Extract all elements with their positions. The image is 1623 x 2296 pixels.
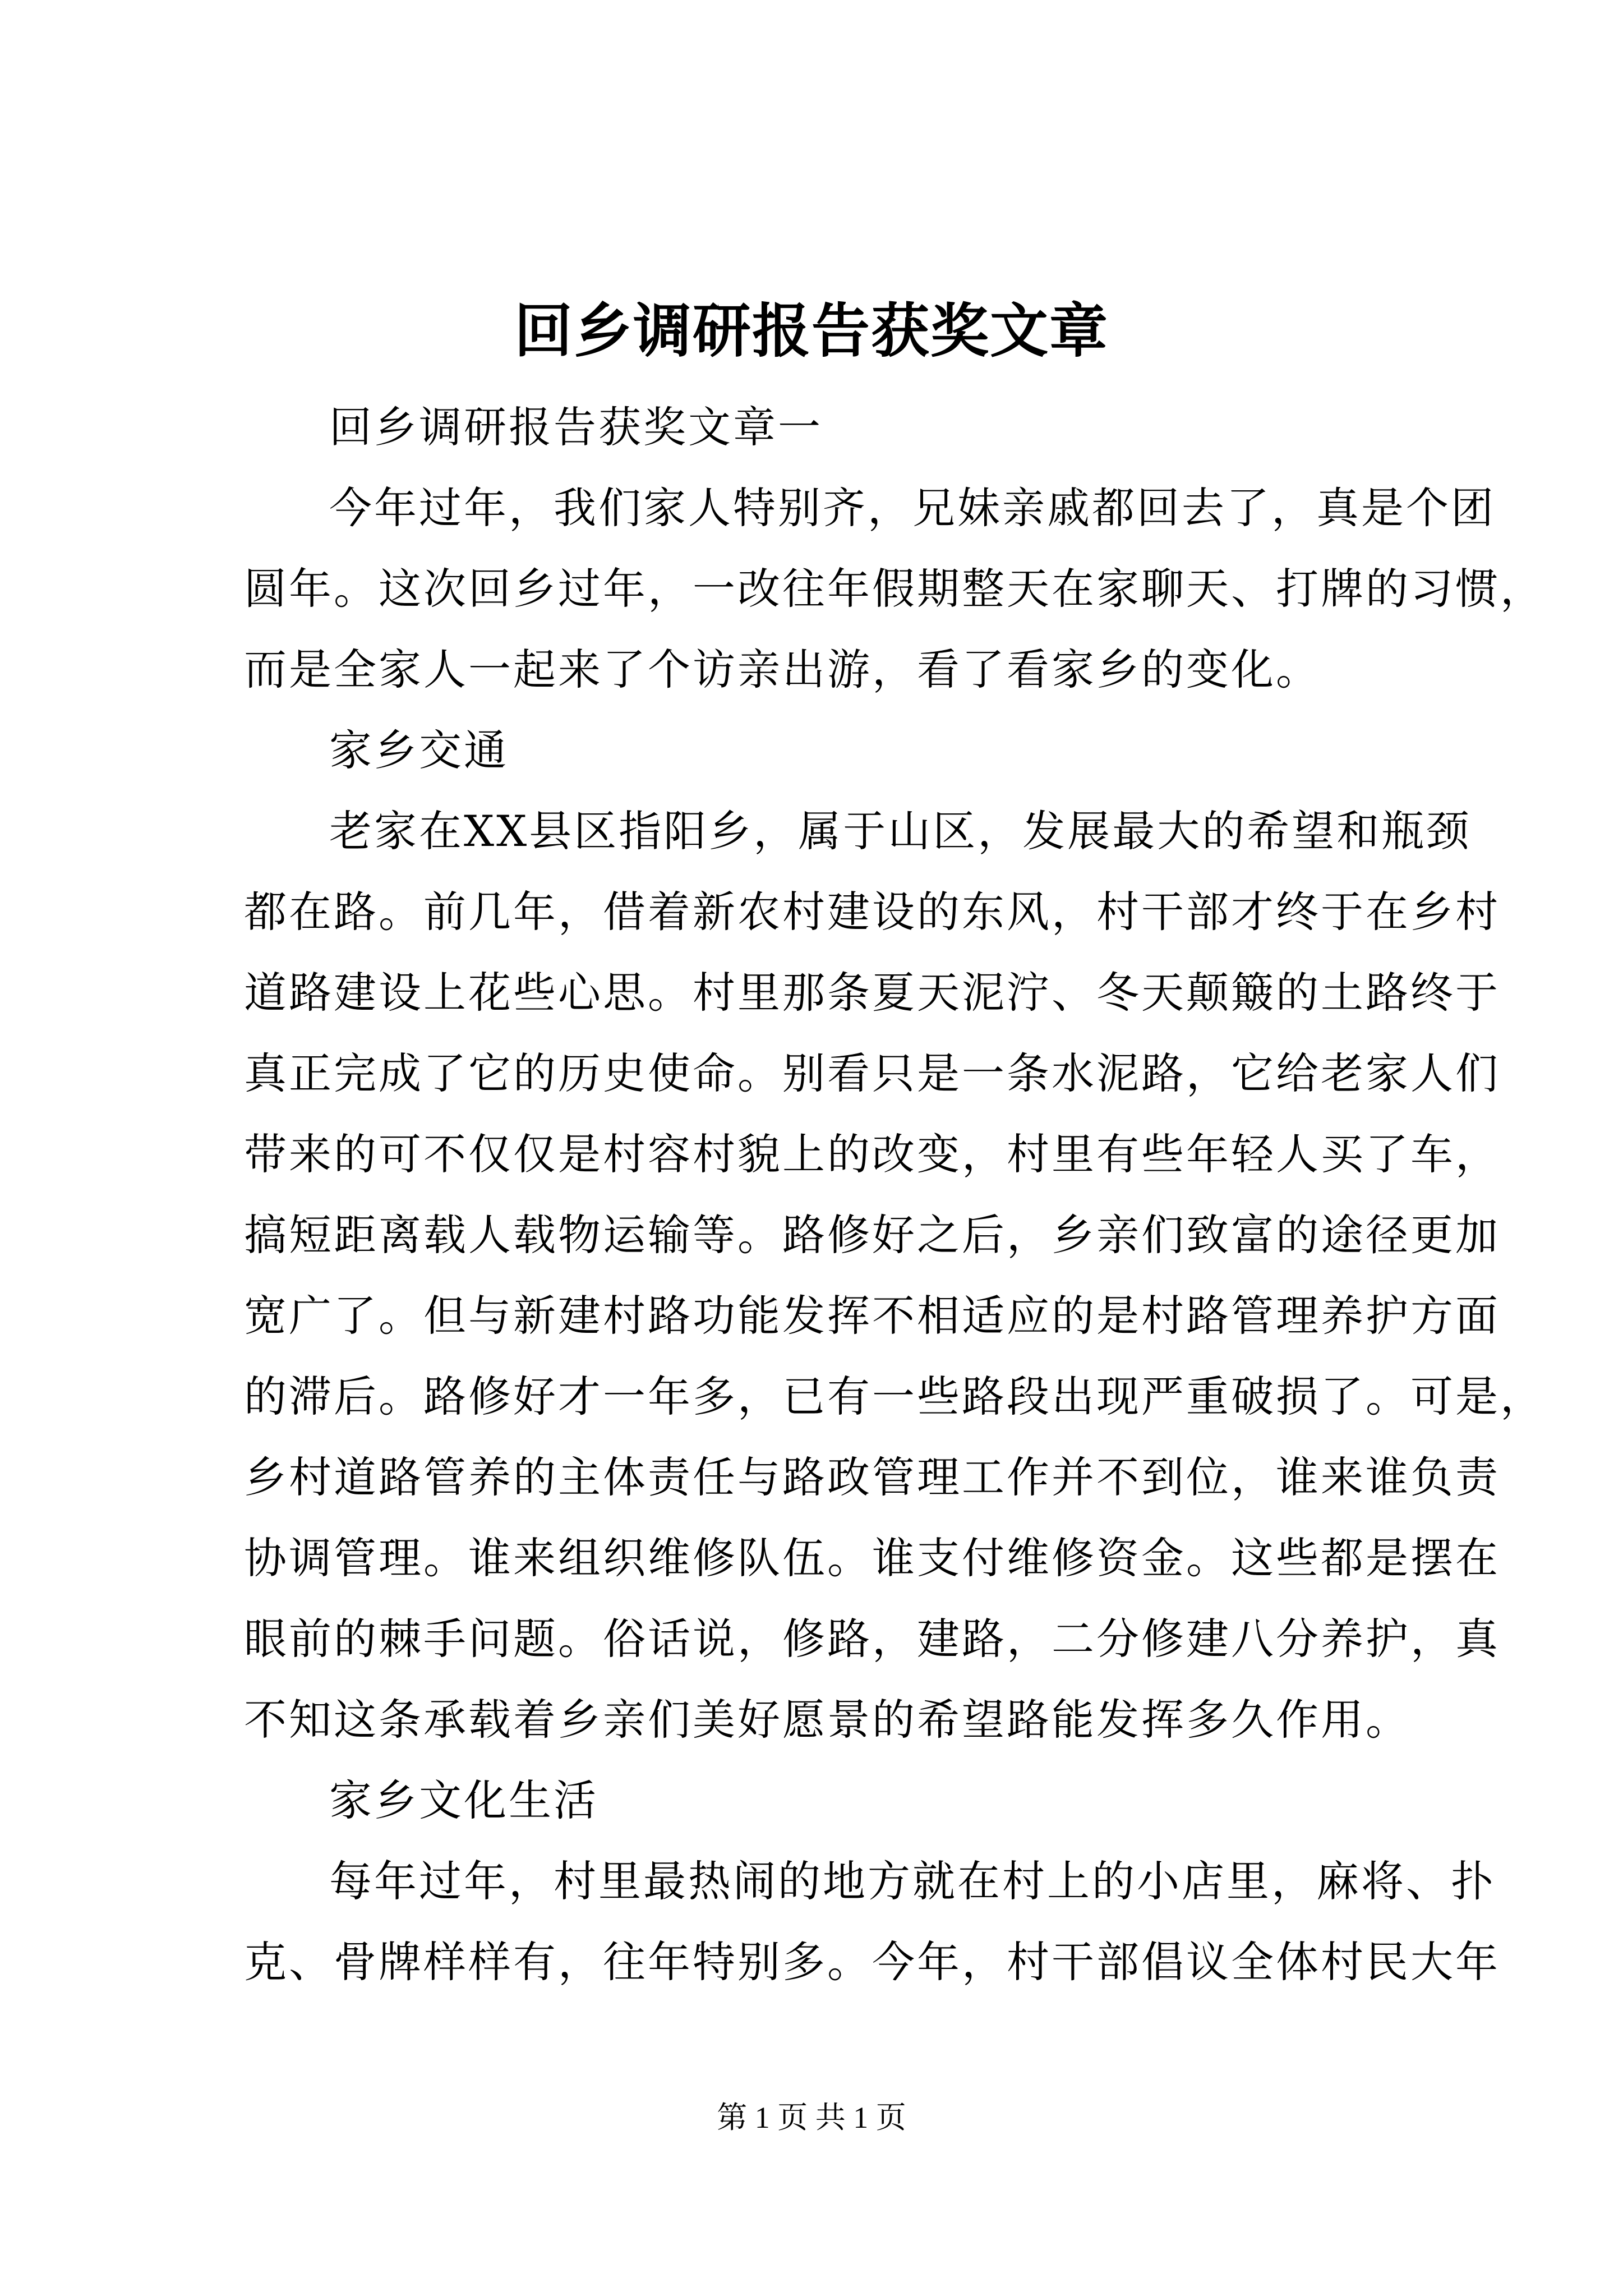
- paragraph-line: 不知这条承载着乡亲们美好愿景的希望路能发挥多久作用。: [244, 1695, 1410, 1745]
- paragraph-line: 每年过年，村里最热闹的地方就在村上的小店里，麻将、扑: [329, 1856, 1496, 1906]
- paragraph-line: 而是全家人一起来了个访亲出游，看了看家乡的变化。: [244, 645, 1321, 694]
- section-heading: 家乡交通: [329, 725, 509, 775]
- paragraph-line: 眼前的棘手问题。俗话说，修路，建路，二分修建八分养护，真: [244, 1614, 1500, 1664]
- paragraph-line: 老家在XX县区指阳乡，属于山区，发展最大的希望和瓶颈: [329, 806, 1472, 856]
- paragraph-line: 圆年。这次回乡过年，一改往年假期整天在家聊天、打牌的习惯，: [244, 564, 1545, 614]
- paragraph-line: 搞短距离载人载物运输等。路修好之后，乡亲们致富的途径更加: [244, 1210, 1500, 1260]
- paragraph-line: 今年过年，我们家人特别齐，兄妹亲戚都回去了，真是个团: [329, 483, 1496, 533]
- paragraph-line: 道路建设上花些心思。村里那条夏天泥泞、冬天颠簸的土路终于: [244, 968, 1500, 1018]
- document-title: 回乡调研报告获奖文章: [514, 296, 1109, 365]
- section-heading: 家乡文化生活: [329, 1775, 598, 1825]
- paragraph-line: 乡村道路管养的主体责任与路政管理工作并不到位，谁来谁负责: [244, 1452, 1500, 1502]
- paragraph-line: 宽广了。但与新建村路功能发挥不相适应的是村路管理养护方面: [244, 1291, 1500, 1341]
- document-body: [244, 387, 1545, 2003]
- page-number: 第 1 页 共 1 页: [717, 2101, 906, 2134]
- paragraph-line: 带来的可不仅仅是村容村貌上的改变，村里有些年轻人买了车，: [244, 1129, 1500, 1179]
- paragraph-line: 都在路。前几年，借着新农村建设的东风，村干部才终于在乡村: [244, 887, 1500, 937]
- paragraph-line: 真正完成了它的历史使命。别看只是一条水泥路，它给老家人们: [244, 1048, 1500, 1098]
- section-heading: 回乡调研报告获奖文章一: [329, 402, 823, 452]
- paragraph-line: 克、骨牌样样有，往年特别多。今年，村干部倡议全体村民大年: [244, 1937, 1500, 1987]
- paragraph-line: 的滞后。路修好才一年多，已有一些路段出现严重破损了。可是，: [244, 1372, 1545, 1421]
- paragraph-line: 协调管理。谁来组织维修队伍。谁支付维修资金。这些都是摆在: [244, 1533, 1500, 1583]
